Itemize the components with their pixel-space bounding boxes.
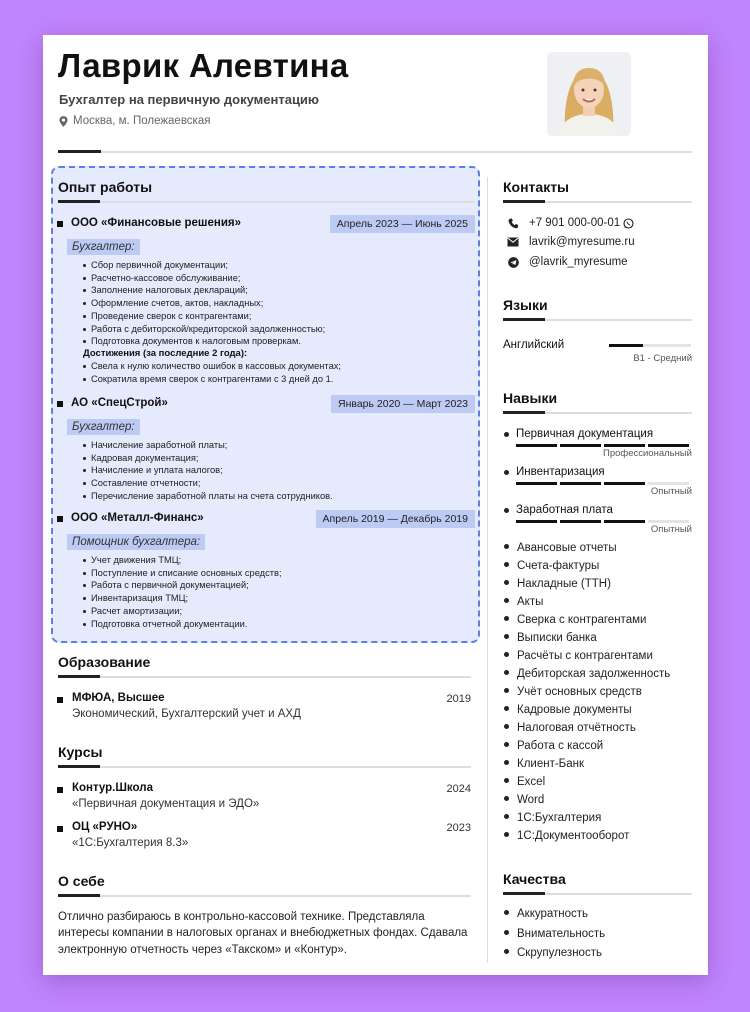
bullet-dot — [504, 688, 509, 693]
skill-item-label: Выписки банка — [517, 632, 597, 644]
skill-item — [503, 614, 646, 626]
job-dates: Апрель 2019 — Декабрь 2019 — [316, 510, 475, 528]
bullet-dot — [504, 580, 509, 585]
skill-item — [503, 596, 543, 608]
whatsapp-icon — [623, 218, 634, 229]
job-dates: Январь 2020 — Март 2023 — [331, 395, 475, 413]
courses-title: Курсы — [58, 744, 103, 760]
quality-item-label: Внимательность — [517, 927, 606, 940]
bullet-dot — [504, 760, 509, 765]
skill-item-label: Word — [517, 794, 545, 806]
phone-icon — [508, 218, 519, 229]
quality-item-label: Скрупулезность — [517, 947, 602, 959]
job-company: АО «СпецСтрой» — [71, 397, 168, 409]
duty-item: Подготовка отчетной документации. — [83, 618, 475, 631]
duty-item: Расчет амортизации; — [83, 605, 475, 618]
duty-item: Оформление счетов, актов, накладных; — [83, 297, 475, 310]
contact-telegram[interactable] — [507, 256, 628, 268]
duty-item: Сбор первичной документации; — [83, 259, 475, 272]
achievements-title: Достижения (за последние 2 года): — [83, 347, 248, 359]
job-2 — [57, 395, 475, 503]
telegram-handle: @lavrik_myresume — [529, 256, 628, 268]
education-title: Образование — [58, 654, 151, 670]
skill-item — [503, 704, 632, 716]
bullet-dot — [504, 562, 509, 567]
skill-item — [503, 812, 601, 824]
email-address: lavrik@myresume.ru — [529, 236, 635, 248]
job-1 — [57, 215, 475, 386]
skill-item — [503, 560, 599, 572]
courses-divider — [58, 766, 471, 768]
skill-item — [503, 758, 584, 770]
skill-item — [503, 686, 642, 698]
languages-title: Языки — [503, 297, 548, 313]
location — [59, 115, 210, 127]
bullet-dot — [504, 616, 509, 621]
language-name: Английский — [503, 339, 565, 351]
job-3 — [57, 510, 475, 630]
job-company: ООО «Финансовые решения» — [71, 217, 242, 229]
languages-divider — [503, 319, 692, 321]
contact-email[interactable] — [507, 236, 635, 248]
skill-item-label: Акты — [517, 596, 544, 608]
skill-item-label: 1С:Бухгалтерия — [517, 812, 602, 824]
skill-item — [503, 776, 545, 788]
job-duties — [83, 439, 475, 503]
skill-item-label: Работа с кассой — [517, 740, 604, 752]
bullet-dot — [504, 706, 509, 711]
skill-item — [503, 830, 629, 842]
experience-title: Опыт работы — [58, 179, 153, 195]
quality-item — [503, 928, 605, 940]
bullet-dot — [504, 910, 509, 915]
bullet-dot — [504, 598, 509, 603]
column-divider — [487, 177, 488, 963]
education-details: Экономический, Бухгалтерский учет и АХД — [72, 708, 301, 720]
skill-level: Опытный — [650, 524, 692, 535]
duty-item: Поступление и списание основных средств; — [83, 567, 475, 580]
duty-item: Заполнение налоговых деклараций; — [83, 284, 475, 297]
skill-item — [503, 668, 670, 680]
duty-item: Проведение сверок с контрагентами; — [83, 310, 475, 323]
language-level: B1 - Средний — [633, 353, 692, 364]
achievements-list — [83, 360, 475, 385]
skill-item-label: Учёт основных средств — [517, 686, 642, 698]
language-level-fill — [609, 344, 643, 347]
bullet-dot — [504, 796, 509, 801]
skill-item — [503, 632, 597, 644]
course-provider: ОЦ «РУНО» — [72, 821, 138, 833]
education-institution: МФЮА, Высшее — [72, 692, 165, 704]
course-name: «1С:Бухгалтерия 8.3» — [72, 837, 189, 849]
job-duties — [83, 259, 475, 348]
job-role: Помощник бухгалтера: — [67, 534, 205, 550]
quality-item — [503, 908, 588, 920]
duty-item: Работа с дебиторской/кредиторской задолженностью; — [83, 323, 475, 336]
education-year: 2019 — [446, 693, 471, 705]
achievement-item: Свела к нулю количество ошибок в кассовых документах; — [83, 360, 475, 373]
skills-title: Навыки — [503, 390, 558, 406]
skill-item — [503, 650, 653, 662]
language-level-bar — [609, 344, 691, 347]
skill-name: Инвентаризация — [516, 466, 605, 478]
skill-item-label: Авансовые отчеты — [517, 542, 617, 554]
duty-item: Учет движения ТМЦ; — [83, 554, 475, 567]
duty-item: Перечисление заработной платы на счета сотрудников. — [83, 490, 475, 503]
qualities-divider — [503, 893, 692, 895]
job-bullet — [57, 221, 63, 227]
skill-level-bars — [516, 520, 689, 523]
duty-item: Начисление заработной платы; — [83, 439, 475, 452]
skill-level: Опытный — [650, 486, 692, 497]
header-divider-accent — [58, 150, 101, 153]
course-name: «Первичная документация и ЭДО» — [72, 798, 260, 810]
skill-level: Профессиональный — [603, 448, 692, 459]
skill-item — [503, 578, 611, 590]
quality-item-label: Аккуратность — [517, 908, 589, 920]
phone-number: +7 901 000-00-01 — [529, 217, 621, 229]
bullet-dot — [504, 652, 509, 657]
skill-item-label: Расчёты с контрагентами — [517, 650, 653, 662]
duty-item: Расчетно-кассовое обслуживание; — [83, 272, 475, 285]
course-provider: Контур.Школа — [72, 782, 153, 794]
skills-divider — [503, 412, 692, 414]
duty-item: Начисление и уплата налогов; — [83, 464, 475, 477]
skill-item — [503, 794, 544, 806]
email-icon — [507, 237, 519, 247]
candidate-name: Лаврик Алевтина — [58, 47, 349, 84]
skill-item-label: 1С:Документооборот — [517, 830, 630, 842]
contacts-title: Контакты — [503, 179, 570, 195]
about-title: О себе — [58, 873, 105, 889]
course-year: 2023 — [446, 822, 471, 834]
job-duties — [83, 554, 475, 630]
skill-item-label: Кадровые документы — [517, 704, 632, 716]
telegram-icon — [508, 257, 519, 268]
job-bullet — [57, 401, 63, 407]
experience-divider — [58, 201, 475, 203]
job-bullet — [57, 516, 63, 522]
job-dates: Апрель 2023 — Июнь 2025 — [330, 215, 475, 233]
duty-item: Кадровая документация; — [83, 452, 475, 465]
skill-name: Первичная документация — [516, 428, 654, 440]
resume-page — [43, 35, 708, 975]
about-divider — [58, 895, 471, 897]
bullet-dot — [504, 832, 509, 837]
skill-item-label: Excel — [517, 776, 546, 788]
achievement-item: Сократила время сверок с контрагентами с 3 дней до 1. — [83, 373, 475, 386]
desired-position: Бухгалтер на первичную документацию — [59, 92, 320, 107]
bullet-dot — [504, 724, 509, 729]
quality-item — [503, 947, 602, 959]
education-divider — [58, 676, 471, 678]
bullet-dot — [504, 670, 509, 675]
qualities-title: Качества — [503, 871, 566, 887]
skill-item-label: Накладные (ТТН) — [517, 578, 611, 590]
job-company: ООО «Металл-Финанс» — [71, 512, 204, 524]
skill-name: Заработная плата — [516, 504, 613, 516]
bullet-dot — [504, 544, 509, 549]
course-year: 2024 — [446, 783, 471, 795]
job-role: Бухгалтер: — [67, 239, 140, 255]
bullet-dot — [504, 949, 509, 954]
contacts-divider — [503, 201, 692, 203]
location-text: Москва, м. Полежаевская — [73, 115, 211, 127]
skill-item-label: Клиент-Банк — [517, 758, 585, 770]
skill-item-label: Налоговая отчётность — [517, 722, 636, 734]
duty-item: Работа с первичной документацией; — [83, 579, 475, 592]
header-divider — [58, 151, 692, 153]
skill-item-label: Дебиторская задолженность — [517, 668, 671, 680]
contact-phone[interactable] — [507, 217, 634, 229]
skill-item-label: Счета-фактуры — [517, 560, 600, 572]
bullet-dot — [504, 814, 509, 819]
duty-item: Составление отчетности; — [83, 477, 475, 490]
skill-item — [503, 740, 603, 752]
skill-item — [503, 722, 636, 734]
bullet-dot — [504, 634, 509, 639]
bullet-dot — [504, 930, 509, 935]
duty-item: Инвентаризация ТМЦ; — [83, 592, 475, 605]
duty-item: Подготовка документов к налоговым проверкам. — [83, 335, 475, 348]
profile-photo — [547, 52, 631, 136]
bullet-dot — [504, 778, 509, 783]
location-pin-icon — [59, 116, 68, 127]
bullet-dot — [504, 742, 509, 747]
about-text: Отлично разбираюсь в контрольно-кассовой технике. Представляла интересы компании в налоговых органах и внебюджетных фондах. Сдавала электронную отчетность через «Такском» и «Контур». — [58, 911, 468, 956]
skill-item-label: Сверка с контрагентами — [517, 614, 647, 626]
skill-level-bars — [516, 444, 689, 447]
job-role: Бухгалтер: — [67, 419, 140, 435]
skill-item — [503, 542, 617, 554]
skill-level-bars — [516, 482, 689, 485]
